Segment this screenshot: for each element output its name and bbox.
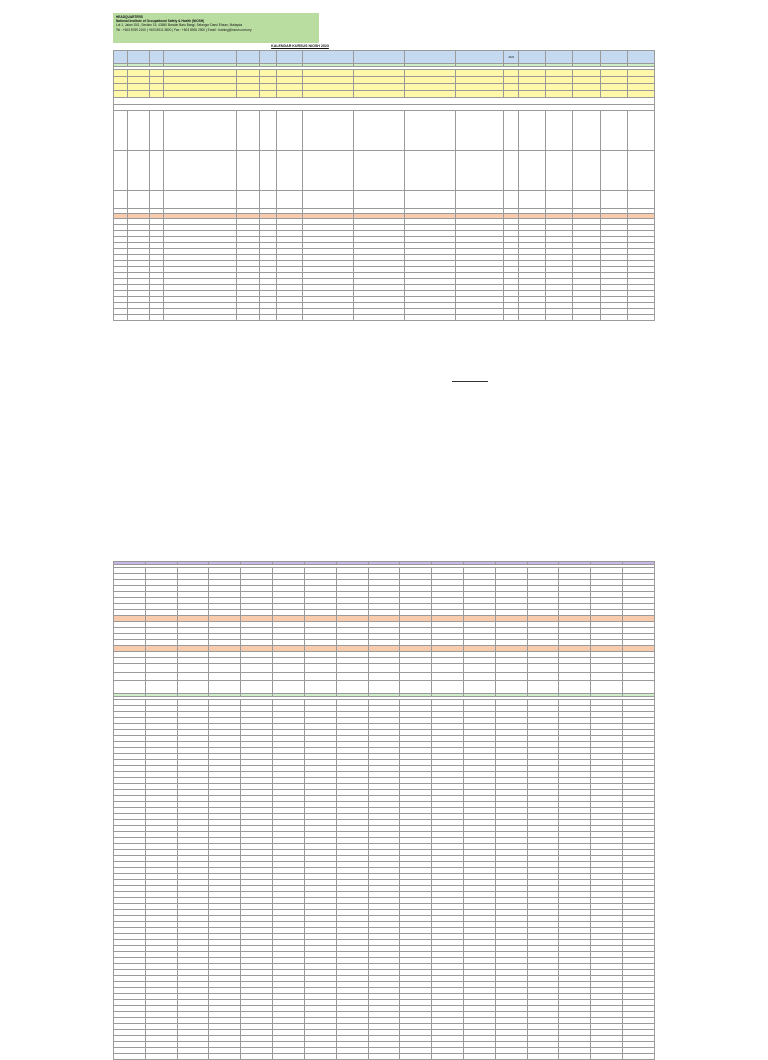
table-cell [455, 70, 504, 77]
table-cell [591, 673, 623, 681]
table-cell [504, 70, 519, 77]
table-cell [177, 673, 209, 681]
table-cell [600, 151, 627, 191]
table-cell [400, 673, 432, 681]
table-cell [519, 151, 546, 191]
table-cell [145, 681, 177, 694]
table-cell [559, 664, 591, 673]
table-cell [237, 70, 260, 77]
table-cell [276, 70, 302, 77]
table-cell [145, 664, 177, 673]
table-cell [237, 111, 260, 151]
column-header [519, 51, 546, 64]
table-cell [495, 1054, 527, 1060]
table-cell [455, 111, 504, 151]
table-cell [276, 111, 302, 151]
table-cell [150, 77, 164, 84]
table-cell [353, 91, 404, 98]
table-cell [573, 84, 600, 91]
table-cell [259, 315, 276, 321]
table-cell [546, 70, 573, 77]
table-cell [463, 664, 495, 673]
table-cell [276, 84, 302, 91]
table-cell [259, 111, 276, 151]
table-cell [237, 77, 260, 84]
table-row [114, 315, 655, 321]
table-cell [353, 70, 404, 77]
table-cell [546, 315, 573, 321]
table-cell [302, 77, 353, 84]
table-cell [237, 315, 260, 321]
table-cell [368, 1054, 400, 1060]
table-cell [600, 91, 627, 98]
table-cell [504, 151, 519, 191]
table-cell [627, 191, 654, 209]
table-cell [573, 315, 600, 321]
table-cell [546, 151, 573, 191]
table-cell [237, 191, 260, 209]
table-cell [504, 111, 519, 151]
table-cell [504, 77, 519, 84]
table-cell [527, 673, 559, 681]
table-cell [368, 673, 400, 681]
table-cell [527, 664, 559, 673]
table-cell [177, 1054, 209, 1060]
course-table-part-1 [113, 50, 655, 321]
table-cell [163, 315, 237, 321]
column-header [302, 51, 353, 64]
table-cell [336, 673, 368, 681]
column-header [600, 51, 627, 64]
table-cell [150, 315, 164, 321]
table-cell [237, 91, 260, 98]
table-cell [368, 664, 400, 673]
table-cell [519, 84, 546, 91]
table-cell [163, 91, 237, 98]
table-row [114, 91, 655, 98]
table-cell [127, 111, 150, 151]
table-cell [455, 151, 504, 191]
table-row [114, 70, 655, 77]
table-cell [573, 77, 600, 84]
table-cell [432, 664, 464, 673]
table-cell [150, 70, 164, 77]
table-cell [163, 111, 237, 151]
table-cell [573, 91, 600, 98]
table-cell [241, 1054, 273, 1060]
table-cell [463, 681, 495, 694]
table-cell [573, 70, 600, 77]
table-header-row [114, 51, 655, 64]
table-cell [150, 151, 164, 191]
table-cell [627, 151, 654, 191]
table-cell [519, 191, 546, 209]
table-row [114, 84, 655, 91]
table-cell [591, 681, 623, 694]
column-header [150, 51, 164, 64]
table-cell [519, 77, 546, 84]
table-cell [127, 91, 150, 98]
table-cell [114, 111, 128, 151]
table-cell [353, 151, 404, 191]
table-cell [259, 191, 276, 209]
table-cell [353, 77, 404, 84]
table-cell [114, 84, 128, 91]
table-cell [600, 84, 627, 91]
table-cell [600, 77, 627, 84]
table-cell [259, 77, 276, 84]
column-header [627, 51, 654, 64]
table-cell [127, 191, 150, 209]
table-cell [432, 1054, 464, 1060]
table-cell [504, 91, 519, 98]
table-cell [627, 91, 654, 98]
table-cell [519, 91, 546, 98]
column-header [114, 51, 128, 64]
table-cell [495, 681, 527, 694]
table-cell [114, 70, 128, 77]
table-cell [163, 84, 237, 91]
table-cell [150, 91, 164, 98]
column-header [276, 51, 302, 64]
table-cell [504, 84, 519, 91]
table-cell [404, 111, 455, 151]
table-cell [276, 315, 302, 321]
divider [452, 381, 488, 382]
table-cell [127, 84, 150, 91]
column-header [127, 51, 150, 64]
table-cell [353, 191, 404, 209]
table-cell [127, 70, 150, 77]
table-cell [573, 111, 600, 151]
table-cell [276, 91, 302, 98]
table-row [114, 673, 655, 681]
table-cell [304, 681, 336, 694]
table-cell [463, 673, 495, 681]
table-cell [209, 1054, 241, 1060]
table-cell [504, 191, 519, 209]
table-cell [259, 70, 276, 77]
section-header-row [114, 98, 655, 105]
column-header [455, 51, 504, 64]
table-cell [163, 151, 237, 191]
table-cell [404, 77, 455, 84]
table-cell [495, 673, 527, 681]
table-cell [519, 111, 546, 151]
hq-line: HEADQUARTERS [116, 15, 143, 19]
table-cell [127, 315, 150, 321]
table-cell [495, 664, 527, 673]
table-cell [623, 664, 655, 673]
table-cell [302, 70, 353, 77]
table-cell [302, 84, 353, 91]
table-cell [114, 77, 128, 84]
table-cell [241, 664, 273, 673]
table-cell [600, 111, 627, 151]
table-cell [302, 191, 353, 209]
table-row [114, 681, 655, 694]
table-cell [455, 315, 504, 321]
table-cell [404, 70, 455, 77]
table-cell [302, 151, 353, 191]
table-cell [404, 315, 455, 321]
table-cell [163, 191, 237, 209]
table-cell [404, 151, 455, 191]
table-cell [177, 664, 209, 673]
table-row [114, 191, 655, 209]
table-cell [273, 664, 305, 673]
section-label [114, 98, 655, 105]
table-cell [627, 84, 654, 91]
table-cell [404, 191, 455, 209]
table-cell [368, 681, 400, 694]
table-cell [623, 1054, 655, 1060]
table-cell [114, 664, 146, 673]
table-cell [114, 1054, 146, 1060]
column-header [404, 51, 455, 64]
table-cell [209, 664, 241, 673]
table-cell [600, 315, 627, 321]
table-cell [114, 151, 128, 191]
table-cell [432, 681, 464, 694]
table-cell [559, 681, 591, 694]
column-header [237, 51, 260, 64]
column-header [163, 51, 237, 64]
table-cell [463, 1054, 495, 1060]
table-cell [114, 673, 146, 681]
table-cell [150, 84, 164, 91]
table-cell [150, 191, 164, 209]
table-cell [276, 191, 302, 209]
table-cell [259, 84, 276, 91]
table-cell [145, 673, 177, 681]
table-cell [546, 84, 573, 91]
table-cell [302, 91, 353, 98]
table-cell [336, 1054, 368, 1060]
column-header [546, 51, 573, 64]
table-cell [455, 77, 504, 84]
table-cell [237, 84, 260, 91]
table-cell [591, 1054, 623, 1060]
table-cell [455, 191, 504, 209]
table-cell [559, 1054, 591, 1060]
table-cell [400, 681, 432, 694]
table-cell [336, 681, 368, 694]
table-cell [404, 84, 455, 91]
course-table-part-2 [113, 561, 655, 1060]
table-row [114, 1054, 655, 1060]
table-cell [353, 315, 404, 321]
table-cell [304, 673, 336, 681]
table-cell [400, 1054, 432, 1060]
table-cell [127, 77, 150, 84]
table-cell [519, 315, 546, 321]
hq-line: National Institute of Occupational Safety & Health (NIOSH) [116, 19, 205, 24]
table-cell [353, 84, 404, 91]
table-cell [546, 191, 573, 209]
table-cell [527, 1054, 559, 1060]
table-cell [302, 111, 353, 151]
table-cell [627, 77, 654, 84]
hq-line: Lot 1, Jalan 15/1, Section 15, 43650 Bandar Baru Bangi, Selangor Darul Ehsan, Malaysia [116, 23, 243, 28]
table-cell [519, 70, 546, 77]
table-cell [546, 91, 573, 98]
table-cell [336, 664, 368, 673]
table-cell [623, 673, 655, 681]
table-cell [145, 1054, 177, 1060]
table-cell [432, 673, 464, 681]
table-cell [623, 681, 655, 694]
table-cell [304, 664, 336, 673]
table-cell [259, 91, 276, 98]
table-cell [237, 151, 260, 191]
table-cell [259, 151, 276, 191]
table-cell [400, 664, 432, 673]
table-cell [241, 673, 273, 681]
table-cell [573, 151, 600, 191]
table-cell [273, 673, 305, 681]
hq-line: Tel : +603 8769 2100 | +603 8911 3800 | Fax : +603 8926 2900 | Email : training@niosh.com.my [116, 27, 252, 32]
table-cell [276, 151, 302, 191]
table-cell [114, 315, 128, 321]
table-cell [302, 315, 353, 321]
table-cell [559, 673, 591, 681]
table-cell [163, 70, 237, 77]
table-cell [150, 111, 164, 151]
table-cell [114, 91, 128, 98]
table-cell [209, 681, 241, 694]
column-header [573, 51, 600, 64]
table-cell [276, 77, 302, 84]
table-cell [600, 70, 627, 77]
column-header [259, 51, 276, 64]
table-cell [209, 673, 241, 681]
table-cell [241, 681, 273, 694]
table-cell [127, 151, 150, 191]
table-cell [504, 315, 519, 321]
table-row [114, 111, 655, 151]
table-cell [114, 681, 146, 694]
table-cell [546, 111, 573, 151]
table-cell [353, 111, 404, 151]
table-cell [627, 111, 654, 151]
table-cell [546, 77, 573, 84]
table-cell [114, 191, 128, 209]
table-row [114, 77, 655, 84]
table-cell [177, 681, 209, 694]
hq-header-block [113, 13, 319, 43]
table-cell [273, 1054, 305, 1060]
table-cell [163, 77, 237, 84]
table-cell [404, 91, 455, 98]
table-cell [591, 664, 623, 673]
table-row [114, 151, 655, 191]
table-cell [600, 191, 627, 209]
table-cell [527, 681, 559, 694]
column-header: 2023 [504, 51, 519, 64]
calendar-title: KALENDAR KURSUS NIOSH 2023 [271, 44, 329, 48]
table-cell [573, 191, 600, 209]
table-cell [455, 91, 504, 98]
table-cell [273, 681, 305, 694]
table-cell [304, 1054, 336, 1060]
table-cell [627, 315, 654, 321]
table-cell [627, 70, 654, 77]
column-header [353, 51, 404, 64]
table-row [114, 664, 655, 673]
table-cell [455, 84, 504, 91]
